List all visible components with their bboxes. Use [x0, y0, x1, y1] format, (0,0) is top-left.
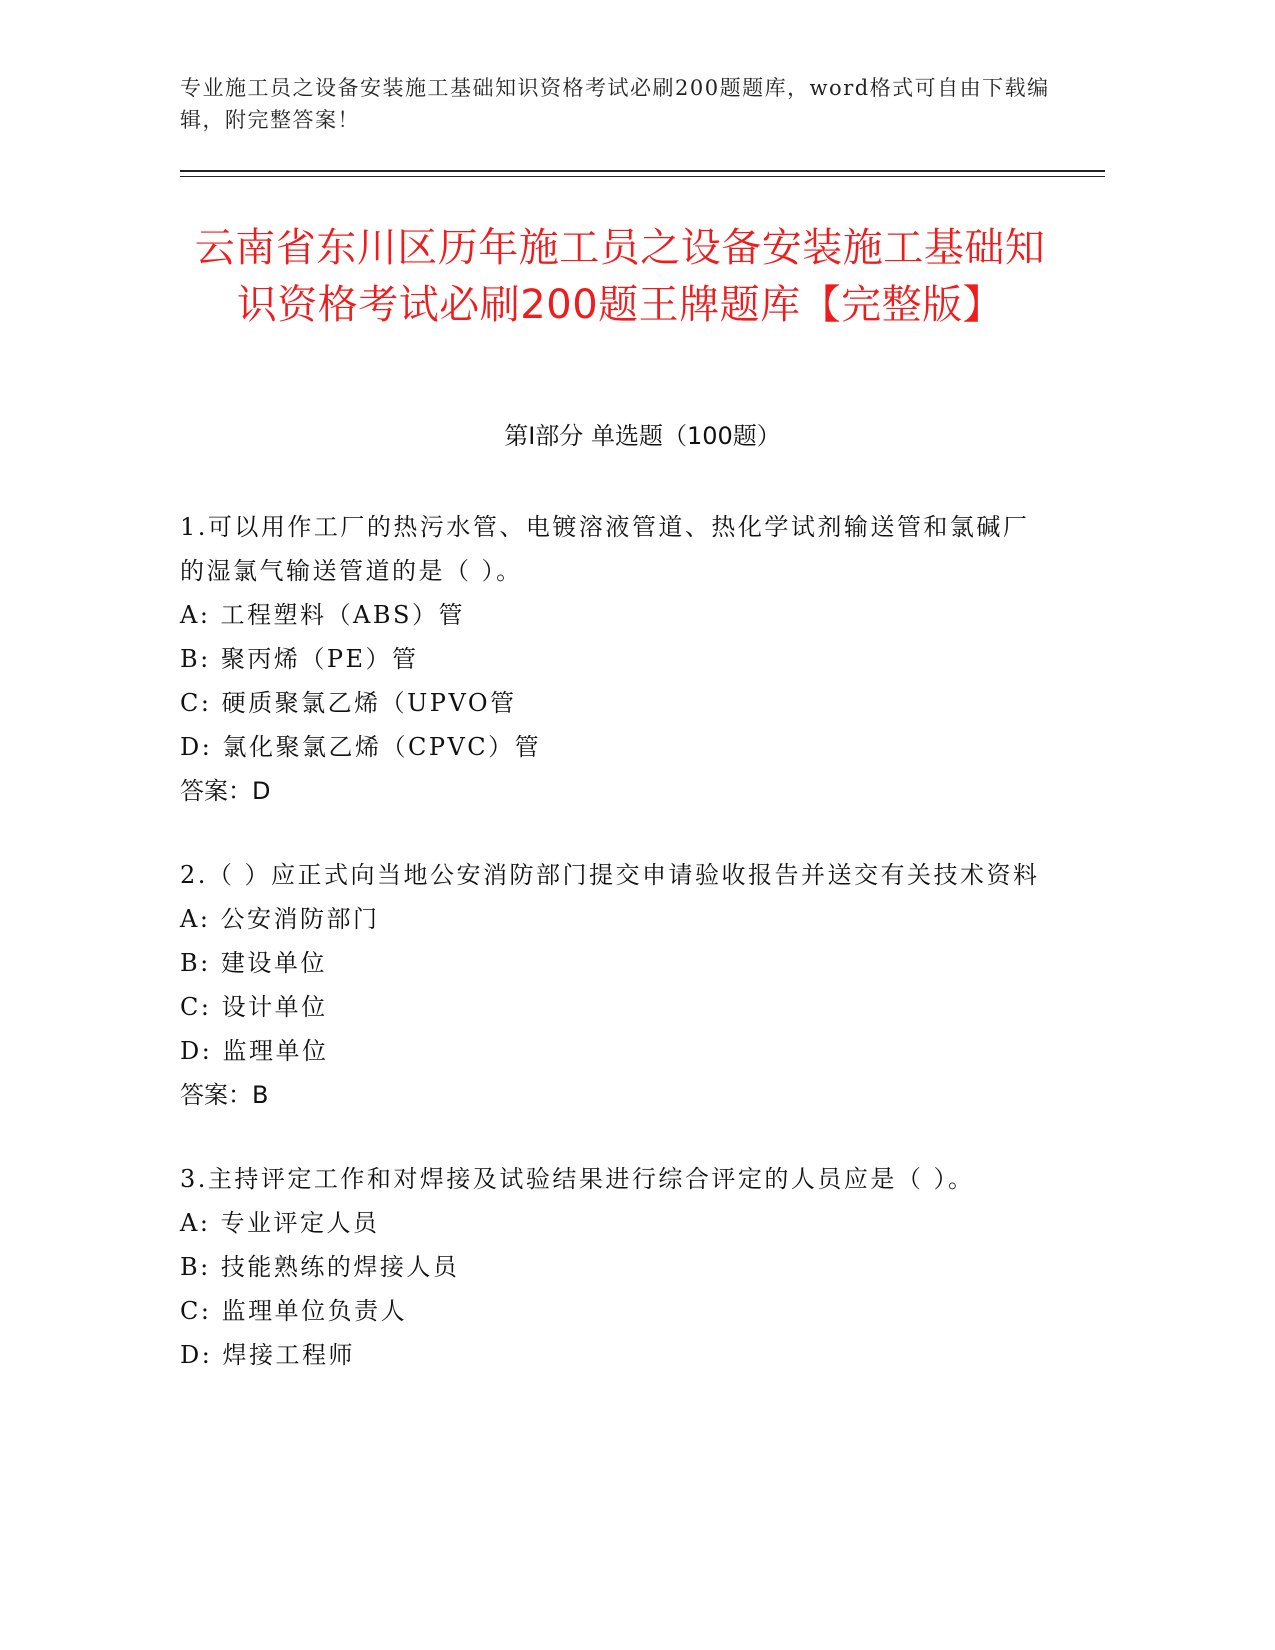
question-list: [180, 505, 1040, 1417]
question-3: [180, 1157, 1040, 1377]
answer-line: 答案：D: [180, 777, 271, 805]
option-c: C: 监理单位负责人: [180, 1297, 408, 1325]
question-2: [180, 853, 1040, 1117]
header-note: 专业施工员之设备安装施工基础知识资格考试必刷200题题库，word格式可自由下载编辑，附完整答案！: [180, 76, 1050, 132]
document-title: 云南省东川区历年施工员之设备安装施工基础知识资格考试必刷200题王牌题库【完整版】: [194, 225, 1046, 328]
option-d: D: 氯化聚氯乙烯（CPVC）管: [180, 733, 542, 761]
option-b: B: 建设单位: [180, 949, 327, 977]
option-c: C: 设计单位: [180, 993, 328, 1021]
answer-line: 答案：B: [180, 1081, 269, 1109]
option-a: A: 专业评定人员: [180, 1209, 380, 1237]
question-stem: 1.可以用作工厂的热污水管、电镀溶液管道、热化学试剂输送管和氯碱厂的湿氯气输送管道的是（ ）。: [180, 513, 1030, 585]
option-a: A: 公安消防部门: [180, 905, 380, 933]
section-heading: 第Ⅰ部分 单选题（100题）: [504, 422, 781, 450]
option-b: B: 聚丙烯（PE）管: [180, 645, 419, 673]
header-divider-thin: [180, 176, 1105, 177]
header-divider-thick: [180, 170, 1105, 172]
option-d: D: 监理单位: [180, 1037, 329, 1065]
question-1: [180, 505, 1040, 813]
question-stem: 3.主持评定工作和对焊接及试验结果进行综合评定的人员应是（ ）。: [180, 1165, 975, 1193]
option-b: B: 技能熟练的焊接人员: [180, 1253, 460, 1281]
option-c: C: 硬质聚氯乙烯（UPVO管: [180, 689, 517, 717]
option-a: A: 工程塑料（ABS）管: [180, 601, 465, 629]
option-d: D: 焊接工程师: [180, 1341, 355, 1369]
question-stem: 2.（ ）应正式向当地公安消防部门提交申请验收报告并送交有关技术资料: [180, 861, 1040, 889]
